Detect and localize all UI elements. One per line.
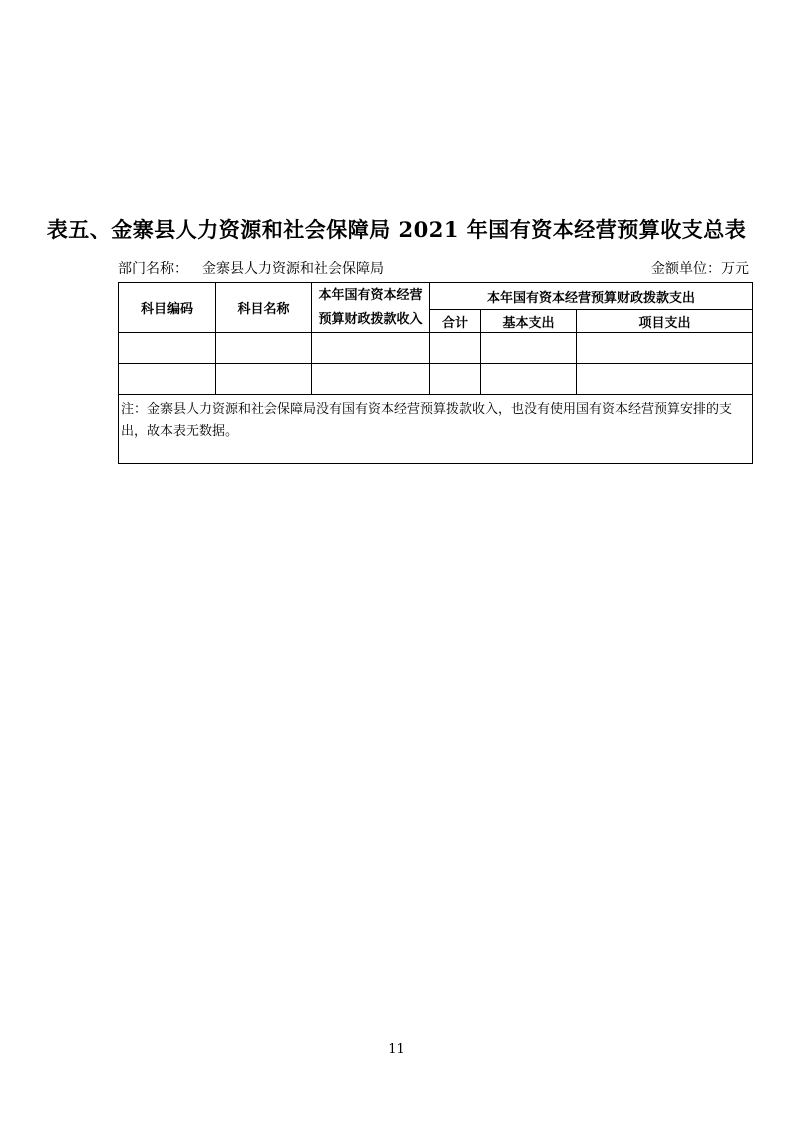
header-income-line2: 预算财政拨款收入 xyxy=(318,312,423,327)
header-expense-group: 本年国有资本经营预算财政拨款支出 xyxy=(430,283,753,310)
table-cell xyxy=(312,333,430,364)
table-cell xyxy=(216,333,312,364)
table-cell xyxy=(481,333,577,364)
table-cell xyxy=(119,364,216,395)
department-value: 金寨县人力资源和社会保障局 xyxy=(202,261,384,277)
table-row xyxy=(119,364,753,395)
table-cell xyxy=(119,333,216,364)
header-subject-code: 科目编码 xyxy=(119,283,216,333)
table-header-row xyxy=(119,283,753,310)
table-cell xyxy=(577,333,753,364)
table-cell xyxy=(481,364,577,395)
budget-summary-table xyxy=(118,282,753,464)
department-label: 部门名称： xyxy=(118,261,188,277)
header-basic-expense: 基本支出 xyxy=(481,310,577,333)
table-cell xyxy=(577,364,753,395)
table-row xyxy=(119,333,753,364)
table-note-row xyxy=(119,395,753,464)
table-cell xyxy=(312,364,430,395)
table-cell xyxy=(216,364,312,395)
amount-unit: 金额单位：万元 xyxy=(651,261,749,277)
header-project-expense: 项目支出 xyxy=(577,310,753,333)
table-cell xyxy=(430,364,481,395)
department-info xyxy=(118,258,384,278)
page-number: 11 xyxy=(388,1042,405,1057)
header-income xyxy=(312,283,430,333)
header-income-line1: 本年国有资本经营 xyxy=(318,288,423,303)
header-total: 合计 xyxy=(430,310,481,333)
header-subject-name: 科目名称 xyxy=(216,283,312,333)
table-cell xyxy=(430,333,481,364)
page-title: 表五、金寨县人力资源和社会保障局 2021 年国有资本经营预算收支总表 xyxy=(46,217,747,242)
table-note: 注：金寨县人力资源和社会保障局没有国有资本经营预算拨款收入，也没有使用国有资本经营预算安排的支出，故本表无数据。 xyxy=(119,395,753,464)
